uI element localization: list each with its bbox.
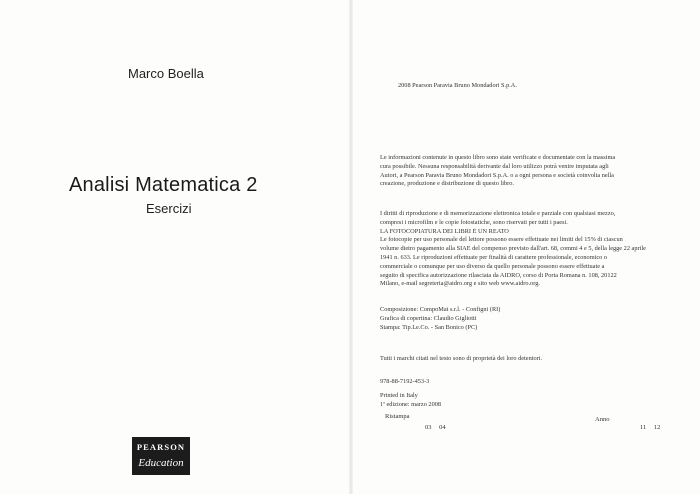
- edition-line: 1ª edizione: marzo 2008: [380, 400, 442, 408]
- logo-top-text: PEARSON: [136, 442, 186, 452]
- trademarks-note: Tutti i marchi citati nel testo sono di proprietà dei loro detentori.: [380, 355, 543, 362]
- rights-line: commerciale o comunque per uso diverso da quello personale possono essere effettuate a: [380, 262, 605, 270]
- isbn: 978-88-7192-453-3: [380, 378, 430, 385]
- disclaimer-line: creazione, produzione e distribuzione di questo libro.: [380, 180, 514, 188]
- rights-line: I diritti di riproduzione e di memorizzazione elettronica totale e parziale con qualsiasi mezzo,: [380, 210, 616, 217]
- rights-line: seguito di specifica autorizzazione rilasciata da AIDRO, corso di Porta Romana n. 108, 20122: [380, 271, 617, 279]
- rights-line: compresi i microfilm e le copie fotostatiche, sono riservati per tutti i paesi.: [380, 218, 568, 226]
- anno-values: 11 12: [640, 424, 661, 431]
- credit-line: Stampa: Tip.Le.Co. - San Bonico (PC): [380, 323, 478, 331]
- rights-line: volume dietro pagamento alla SIAE del compenso previsto dall'art. 68, commi 4 e 5, della legge 22 aprile: [380, 245, 646, 253]
- author-name: Marco Boella: [128, 66, 204, 81]
- rights-line: Milano, e-mail segreteria@aidro.org e sito web www.aidro.org.: [380, 280, 540, 288]
- rights-block: [380, 210, 672, 289]
- credit-line: Grafica di copertina: Claudio Gigliotti: [380, 314, 477, 322]
- book-title: Analisi Matematica 2: [69, 174, 258, 196]
- printed-line: Printed in Italy: [380, 392, 418, 399]
- rights-line: 1941 n. 633. Le riproduzioni effettuate per finalità di carattere professionale, economico o: [380, 253, 608, 261]
- rights-line: Le fotocopie per uso personale del lettore possono essere effettuate nei limiti del 15% di ciascun: [380, 236, 623, 244]
- disclaimer-line: cura possibile. Nessuna responsabilità derivante dal loro utilizzo potrà venire imputata agli: [380, 162, 609, 170]
- credit-line: Composizione: CompoMat s.r.l. - Configni (RI): [380, 306, 501, 313]
- book-gutter: [349, 0, 353, 494]
- ristampa-label: Ristampa: [385, 413, 410, 420]
- anno-label: Anno: [595, 416, 610, 423]
- ristampa-values: 03 04: [425, 424, 446, 431]
- credits-block: [380, 306, 672, 332]
- disclaimer-block: [380, 154, 672, 189]
- disclaimer-line: Autori, a Pearson Paravia Bruno Mondadori S.p.A. o a ogni persona e società coinvolta nella: [380, 171, 614, 179]
- book-subtitle: Esercizi: [146, 201, 192, 216]
- rights-heading: LA FOTOCOPIATURA DEI LIBRI È UN REATO: [380, 227, 509, 235]
- printed-block: [380, 392, 672, 410]
- copyright-line: 2008 Pearson Paravia Bruno Mondadori S.p.A.: [398, 82, 517, 89]
- disclaimer-line: Le informazioni contenute in questo libro sono state verificate e documentate con la massima: [380, 154, 616, 161]
- logo-bottom-text: Education: [138, 457, 184, 469]
- pearson-logo: [132, 437, 190, 475]
